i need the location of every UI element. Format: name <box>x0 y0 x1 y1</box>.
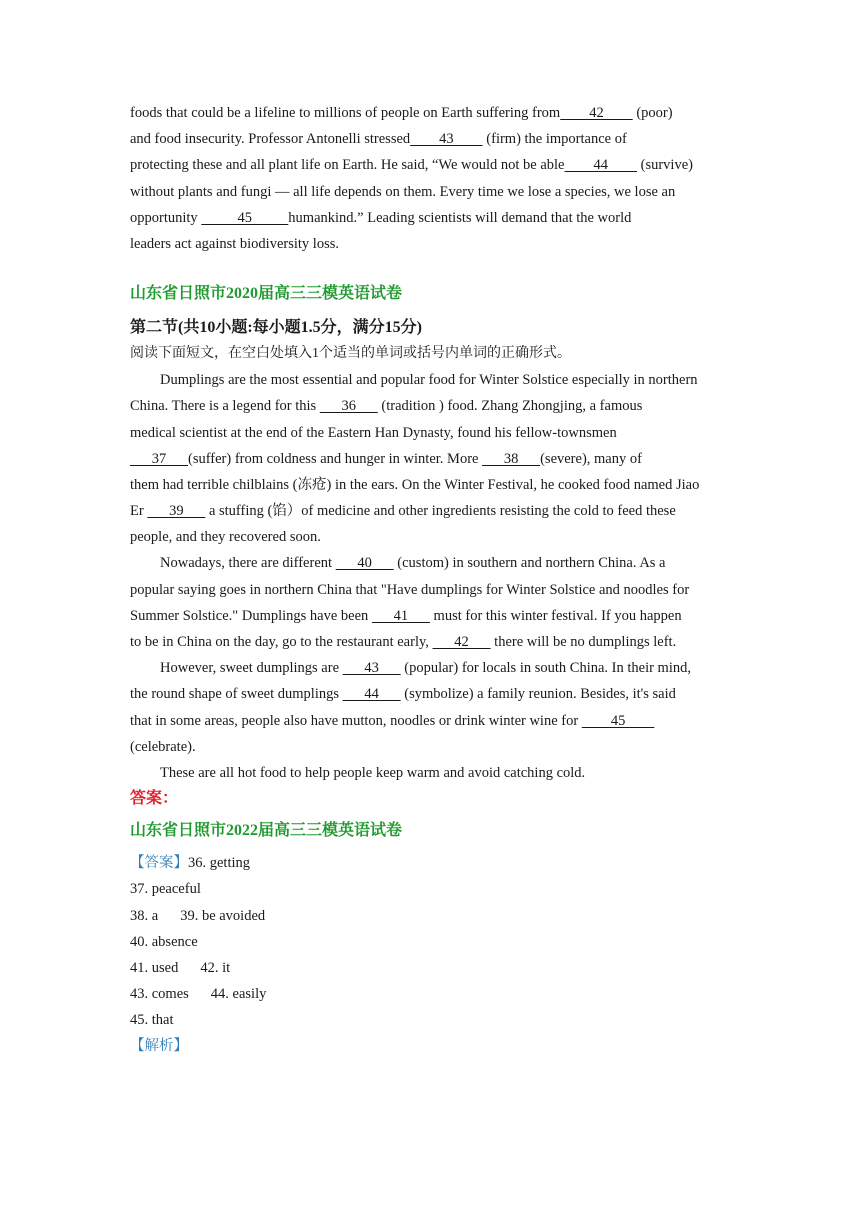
paragraph-3 <box>130 655 740 760</box>
instruction-text: 阅读下面短文，在空白处填入1个适当的单词或括号内单词的正确形式。 <box>130 346 571 362</box>
answer-row <box>130 981 740 1007</box>
answer-item: 45. that <box>130 1012 174 1029</box>
section-title: 山东省日照市2020届高三三模英语试卷 <box>130 285 403 303</box>
text-line <box>130 524 740 550</box>
answer-row <box>130 929 740 955</box>
text-segment: without plants and fungi — all life depends on them. Every time we lose a species, we lose an <box>130 183 676 200</box>
text-segment: (severe), many of <box>540 450 642 467</box>
answers-label: 答案： <box>130 790 179 808</box>
answer-tag: 【答案】 <box>130 855 188 872</box>
paragraph-4: These are all hot food to help people keep warm and avoid catching cold. <box>160 764 586 781</box>
text-segment: medical scientist at the end of the Eastern Han Dynasty, found his fellow-townsmen <box>130 424 617 441</box>
text-line <box>130 655 740 681</box>
fill-in-blank[interactable]: 42 <box>432 634 491 650</box>
text-segment: foods that could be a lifeline to millions of people on Earth suffering from <box>130 105 561 121</box>
text-line <box>130 708 740 734</box>
answers-title: 山东省日照市2022届高三三模英语试卷 <box>130 822 403 840</box>
text-line <box>130 152 740 178</box>
text-segment: (celebrate). <box>130 738 196 755</box>
text-line <box>130 550 740 576</box>
fill-in-blank[interactable]: 43 <box>342 660 401 677</box>
text-segment: and food insecurity. Professor Antonelli stressed <box>130 131 411 148</box>
answer-item: 43. comes <box>130 986 189 1003</box>
text-segment: leaders act against biodiversity loss. <box>130 235 339 252</box>
text-segment: However, sweet dumplings are <box>160 660 343 677</box>
fill-in-blank[interactable]: 36 <box>319 398 378 415</box>
fill-in-blank[interactable]: 41 <box>371 607 430 624</box>
answer-row <box>130 903 740 929</box>
section-subtitle: 第二节(共10小题:每小题1.5分，满分15分) <box>130 319 422 337</box>
text-segment: people, and they recovered soon. <box>130 529 321 546</box>
fill-in-blank[interactable]: 45 <box>201 209 289 226</box>
text-line <box>130 393 740 419</box>
paragraph-1 <box>130 367 740 550</box>
text-segment: (popular) for locals in south China. In their mind, <box>400 660 691 677</box>
text-line <box>130 100 740 126</box>
text-segment: the round shape of sweet dumplings <box>130 686 343 703</box>
answer-item: 39. be avoided <box>180 907 266 924</box>
text-segment: opportunity <box>130 209 202 226</box>
text-segment: (tradition ) food. Zhang Zhongjing, a famous <box>377 398 643 415</box>
answer-item: 40. absence <box>130 933 198 950</box>
text-line <box>130 681 740 707</box>
answer-item: 42. it <box>200 959 231 976</box>
fill-in-blank[interactable]: 43 <box>410 131 483 148</box>
fill-in-blank[interactable]: 45 <box>581 712 655 729</box>
answer-row <box>130 955 740 981</box>
text-segment: humankind.” Leading scientists will demand that the world <box>288 209 632 226</box>
fill-in-blank[interactable]: 44 <box>564 157 637 174</box>
fill-in-blank[interactable]: 44 <box>342 686 401 703</box>
text-line <box>130 231 740 257</box>
text-line <box>130 126 740 152</box>
paragraph-2 <box>130 550 740 655</box>
answer-first-row <box>130 850 740 876</box>
text-segment: popular saying goes in northern China that "Have dumplings for Winter Solstice and noodles for <box>130 581 690 598</box>
text-segment: (custom) in southern and northern China. As a <box>393 555 666 572</box>
text-segment: Er <box>130 503 148 520</box>
answer-item: 41. used <box>130 959 179 976</box>
answer-item: 38. a <box>130 907 159 924</box>
fill-in-blank[interactable]: 39 <box>147 503 206 520</box>
answer-row <box>130 876 740 902</box>
text-line <box>130 498 740 524</box>
text-segment: Dumplings are the most essential and popular food for Winter Solstice especially in northern <box>160 372 698 389</box>
text-line <box>130 603 740 629</box>
fill-in-blank[interactable]: 37 <box>130 450 188 467</box>
text-line <box>130 179 740 205</box>
answer-row <box>130 1007 740 1033</box>
text-line <box>130 629 740 655</box>
text-segment: protecting these and all plant life on Earth. He said, “We would not be able <box>130 157 565 174</box>
text-line <box>130 367 740 393</box>
document-page <box>130 100 740 1060</box>
fill-in-blank[interactable]: 38 <box>482 450 541 467</box>
text-segment: to be in China on the day, go to the restaurant early, <box>130 634 433 650</box>
answer-list <box>130 876 740 1033</box>
text-segment: (firm) the importance of <box>482 131 627 148</box>
text-line <box>130 446 740 472</box>
passage-continuation <box>130 100 740 257</box>
answer-item: 44. easily <box>210 986 267 1003</box>
text-segment: (suffer) from coldness and hunger in winter. More <box>188 450 483 467</box>
text-segment: must for this winter festival. If you happen <box>429 607 682 624</box>
text-segment: (poor) <box>632 105 673 121</box>
fill-in-blank[interactable]: 42 <box>560 105 633 121</box>
analysis-tag: 【解析】 <box>130 1038 188 1055</box>
text-segment: (survive) <box>637 157 693 174</box>
text-segment: (symbolize) a family reunion. Besides, it's said <box>400 686 676 703</box>
text-segment: there will be no dumplings left. <box>490 634 677 650</box>
text-segment: a stuffing (馅）of medicine and other ingredients resisting the cold to feed these <box>205 503 676 520</box>
text-line <box>130 472 740 498</box>
text-segment: China. There is a legend for this <box>130 398 320 415</box>
text-line <box>130 734 740 760</box>
text-segment: Nowadays, there are different <box>160 555 336 572</box>
fill-in-blank[interactable]: 40 <box>335 555 394 572</box>
text-line <box>130 577 740 603</box>
text-segment: that in some areas, people also have mutton, noodles or drink winter wine for <box>130 712 582 729</box>
text-segment: Summer Solstice." Dumplings have been <box>130 607 372 624</box>
text-line <box>130 420 740 446</box>
answer-item: 36. getting <box>188 855 251 872</box>
text-segment: them had terrible chilblains (冻疮) in the ears. On the Winter Festival, he cooked food named Jiao <box>130 476 700 493</box>
answer-item: 37. peaceful <box>130 881 201 898</box>
text-line <box>130 205 740 231</box>
